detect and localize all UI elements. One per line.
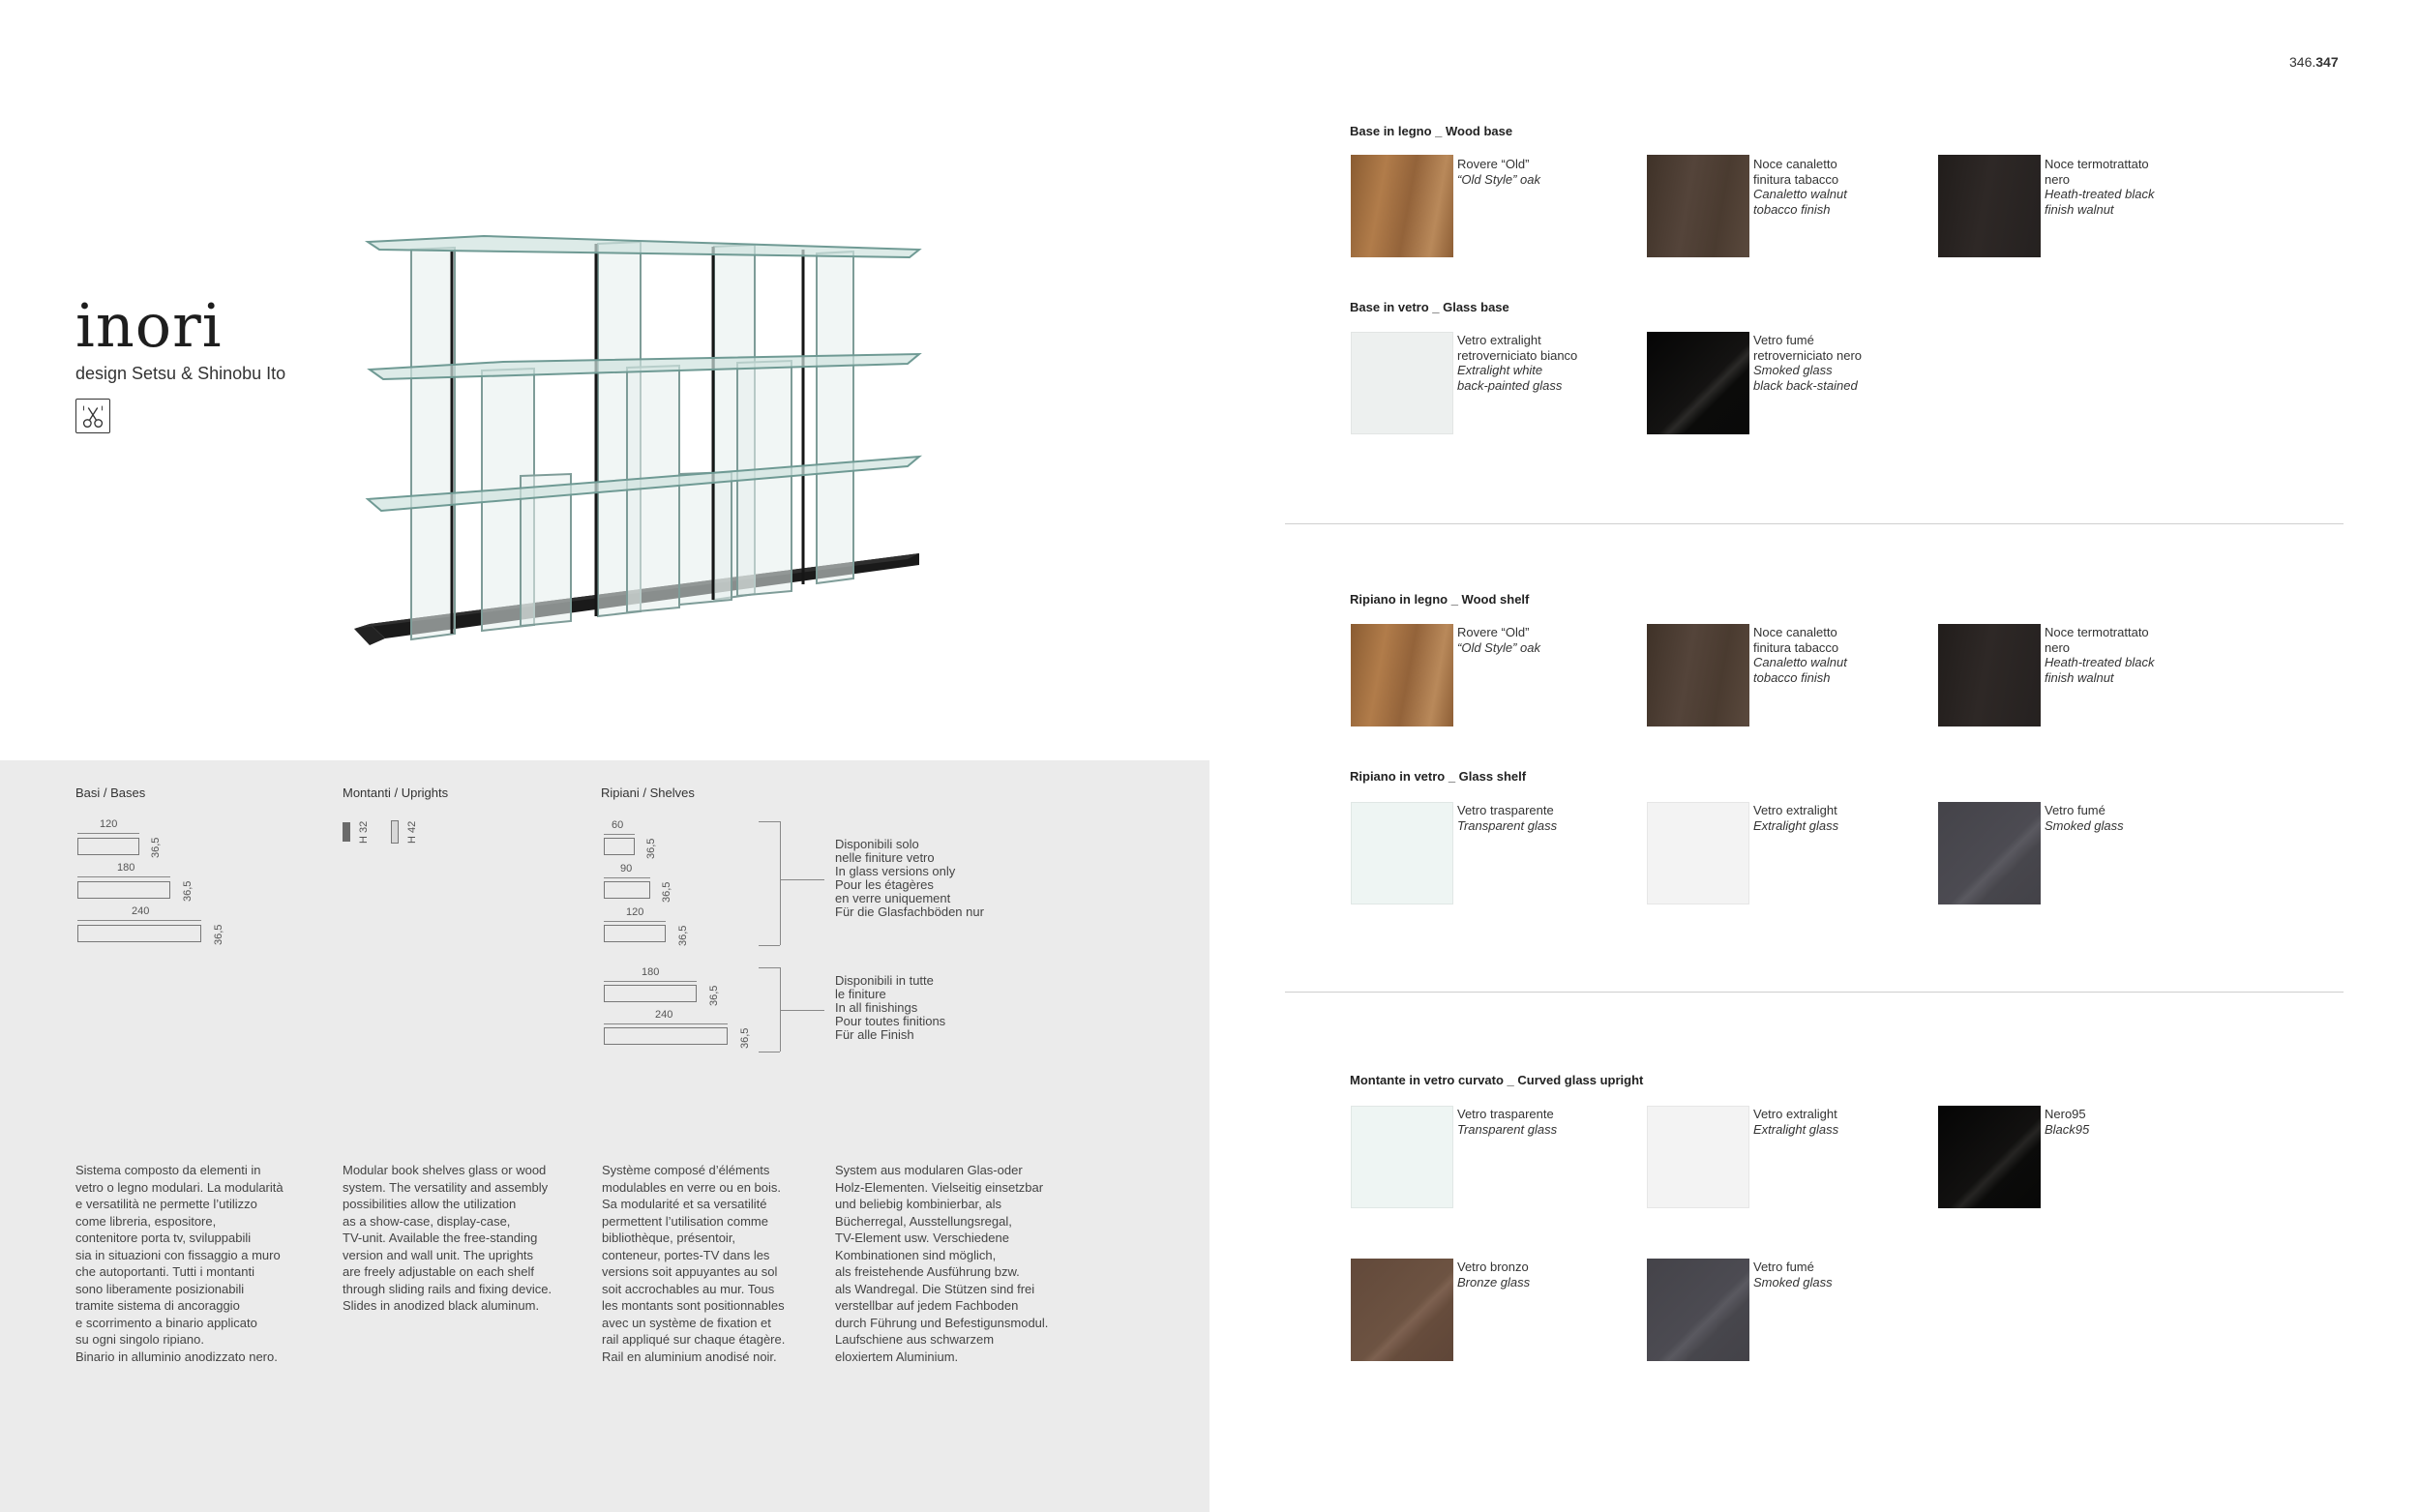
shelf-height-label: 36,5 <box>708 985 720 1006</box>
dimension-line <box>77 876 170 877</box>
shelf-height-label: 36,5 <box>739 1027 751 1049</box>
wood-base-title: Base in legno _ Wood base <box>1350 124 1513 138</box>
upright-drawing-dark <box>343 822 350 842</box>
bookcase-product-image <box>261 193 997 735</box>
section-divider <box>1285 992 2344 993</box>
swatch-label: Vetro bronzo Bronze glass <box>1457 1260 1531 1290</box>
bracket-line <box>780 1010 824 1011</box>
bracket-line <box>780 821 781 945</box>
swatch-label: Nero95 Black95 <box>2045 1107 2090 1137</box>
curved-upright-title: Montante in vetro curvato _ Curved glass upright <box>1350 1073 1644 1087</box>
swatch-smoked-glass <box>1938 802 2041 904</box>
swatch-label: Vetro trasparente Transparent glass <box>1457 1107 1558 1137</box>
dimension-line <box>604 981 697 982</box>
shelf-width-label: 60 <box>612 819 624 831</box>
shelf-width-label: 90 <box>620 863 633 875</box>
description-english: Modular book shelves glass or wood system. The versatility and assembly possibilities allow the utilization as a show-case, display-case, TV-unit. Available the free-standing version and wall unit. The uprights are freely adjustable on each shelf through sliding rails and fixing device. Slides in anodized black aluminum. <box>343 1163 552 1313</box>
swatch-nero95 <box>1938 1106 2041 1208</box>
description-french: Système composé d’éléments modulables en verre ou en bois. Sa modularité et sa versatilité permettent l’utilisation comme bibliothèque, présentoir, conteneur, portes-TV dans les versions soit appuyantes au sol soit accrochables au mur. Tous les montants sont positionnables avec un système de fixation et rail appliqué sur chaque étagère. Rail en aluminium anodisé noir. <box>602 1163 786 1364</box>
bracket-line <box>759 967 780 968</box>
assembly-tool-icon <box>75 399 110 433</box>
page-number: 346.347 <box>2289 54 2339 70</box>
swatch-old-oak <box>1351 155 1453 257</box>
swatch-black-walnut <box>1938 624 2041 726</box>
swatch-label: Noce canaletto finitura tabacco Canaletto walnut tobacco finish <box>1753 625 1847 685</box>
shelf-height-label: 36,5 <box>677 925 689 946</box>
swatch-label: Noce canaletto finitura tabacco Canaletto walnut tobacco finish <box>1753 157 1847 217</box>
swatch-label: Rovere “Old” “Old Style” oak <box>1457 157 1540 187</box>
swatch-label: Noce termotrattato nero Heath-treated black finish walnut <box>2045 625 2155 685</box>
swatch-canaletto-walnut <box>1647 155 1749 257</box>
swatch-label: Vetro trasparente Transparent glass <box>1457 803 1558 833</box>
upright-drawing-light <box>391 820 399 844</box>
description-italian: Sistema composto da elementi in vetro o legno modulari. La modularità e versatilità ne permette l’utilizzo come libreria, espositore, contenitore porta tv, sviluppabili sia in situazioni con fissaggio a muro che autoportanti. Tutti i montanti sono liberamente posizionabili tramite sistema di ancoraggio e scorrimento a binario applicato su ogni singolo ripiano. Binario in alluminio anodizzato nero. <box>75 1163 284 1364</box>
shelf-drawing <box>604 838 635 855</box>
base-height-label: 36,5 <box>150 837 162 858</box>
dimension-line <box>77 920 201 921</box>
base-width-label: 180 <box>117 862 135 874</box>
swatch-black-walnut <box>1938 155 2041 257</box>
swatch-label: Vetro fumé Smoked glass <box>2045 803 2124 833</box>
shelf-width-label: 180 <box>642 966 660 978</box>
shelf-height-label: 36,5 <box>645 838 657 859</box>
glass-only-note: Disponibili solo nelle finiture vetro In glass versions only Pour les étagères en verre uniquement Für die Glasfachböden nur <box>835 837 984 919</box>
swatch-transparent-glass <box>1351 1106 1453 1208</box>
shelf-drawing <box>604 881 650 899</box>
bracket-line <box>759 821 780 822</box>
left-page-bottom-panel <box>0 760 1210 1512</box>
swatch-label: Vetro extralight Extralight glass <box>1753 803 1839 833</box>
base-height-label: 36,5 <box>213 924 224 945</box>
shelves-heading: Ripiani / Shelves <box>601 786 695 800</box>
swatch-transparent-glass <box>1351 802 1453 904</box>
uprights-heading: Montanti / Uprights <box>343 786 449 800</box>
description-german: System aus modularen Glas-oder Holz-Elementen. Vielseitig einsetzbar und beliebig kombinierbar, als Bücherregal, Ausstellungsregal, TV-Element usw. Verschiedene Kombinationen sind möglich, als freistehende Ausführung bzw. als Wandregal. Die Stützen sind frei verstellbar auf jedem Fachboden durch Führung und Befestigunsmodul. Laufschiene aus schwarzem eloxiertem Aluminium. <box>835 1163 1049 1364</box>
dimension-line <box>604 921 666 922</box>
swatch-label: Vetro fumé retroverniciato nero Smoked glass black back-stained <box>1753 333 1862 393</box>
swatch-label: Rovere “Old” “Old Style” oak <box>1457 625 1540 655</box>
swatch-extralight-glass <box>1647 802 1749 904</box>
base-drawing <box>77 925 201 942</box>
shelf-drawing <box>604 1027 728 1045</box>
dimension-line <box>604 834 635 835</box>
product-designer: design Setsu & Shinobu Ito <box>75 364 286 383</box>
swatch-label: Vetro extralight Extralight glass <box>1753 1107 1839 1137</box>
glass-shelf-title: Ripiano in vetro _ Glass shelf <box>1350 769 1527 784</box>
shelf-width-label: 120 <box>626 906 644 918</box>
base-height-label: 36,5 <box>182 880 194 902</box>
base-drawing <box>77 881 170 899</box>
base-drawing <box>77 838 139 855</box>
swatch-label: Vetro extralight retroverniciato bianco Extralight white back-painted glass <box>1457 333 1578 393</box>
base-width-label: 120 <box>100 818 118 830</box>
swatch-smoked-glass <box>1647 1259 1749 1361</box>
base-width-label: 240 <box>132 905 150 917</box>
product-title: inori <box>75 290 223 361</box>
section-divider <box>1285 523 2344 524</box>
shelf-drawing <box>604 925 666 942</box>
all-finishes-note: Disponibili in tutte le finiture In all finishings Pour toutes finitions Für alle Finish <box>835 973 946 1042</box>
upright-height-label: H 42 <box>406 820 418 844</box>
swatch-label: Noce termotrattato nero Heath-treated black finish walnut <box>2045 157 2155 217</box>
bracket-line <box>780 879 824 880</box>
wood-shelf-title: Ripiano in legno _ Wood shelf <box>1350 592 1530 607</box>
swatch-smoked-black-glass <box>1647 332 1749 434</box>
shelf-height-label: 36,5 <box>661 881 672 903</box>
bases-heading: Basi / Bases <box>75 786 146 800</box>
dimension-line <box>604 1023 728 1024</box>
swatch-label: Vetro fumé Smoked glass <box>1753 1260 1833 1290</box>
bracket-line <box>759 945 780 946</box>
glass-base-title: Base in vetro _ Glass base <box>1350 300 1509 314</box>
swatch-old-oak <box>1351 624 1453 726</box>
upright-height-label: H 32 <box>358 820 370 844</box>
swatch-canaletto-walnut <box>1647 624 1749 726</box>
swatch-bronze-glass <box>1351 1259 1453 1361</box>
shelf-width-label: 240 <box>655 1009 673 1021</box>
shelf-drawing <box>604 985 697 1002</box>
swatch-extralight-glass <box>1647 1106 1749 1208</box>
dimension-line <box>604 877 650 878</box>
swatch-white-backpainted-glass <box>1351 332 1453 434</box>
dimension-line <box>77 833 139 834</box>
